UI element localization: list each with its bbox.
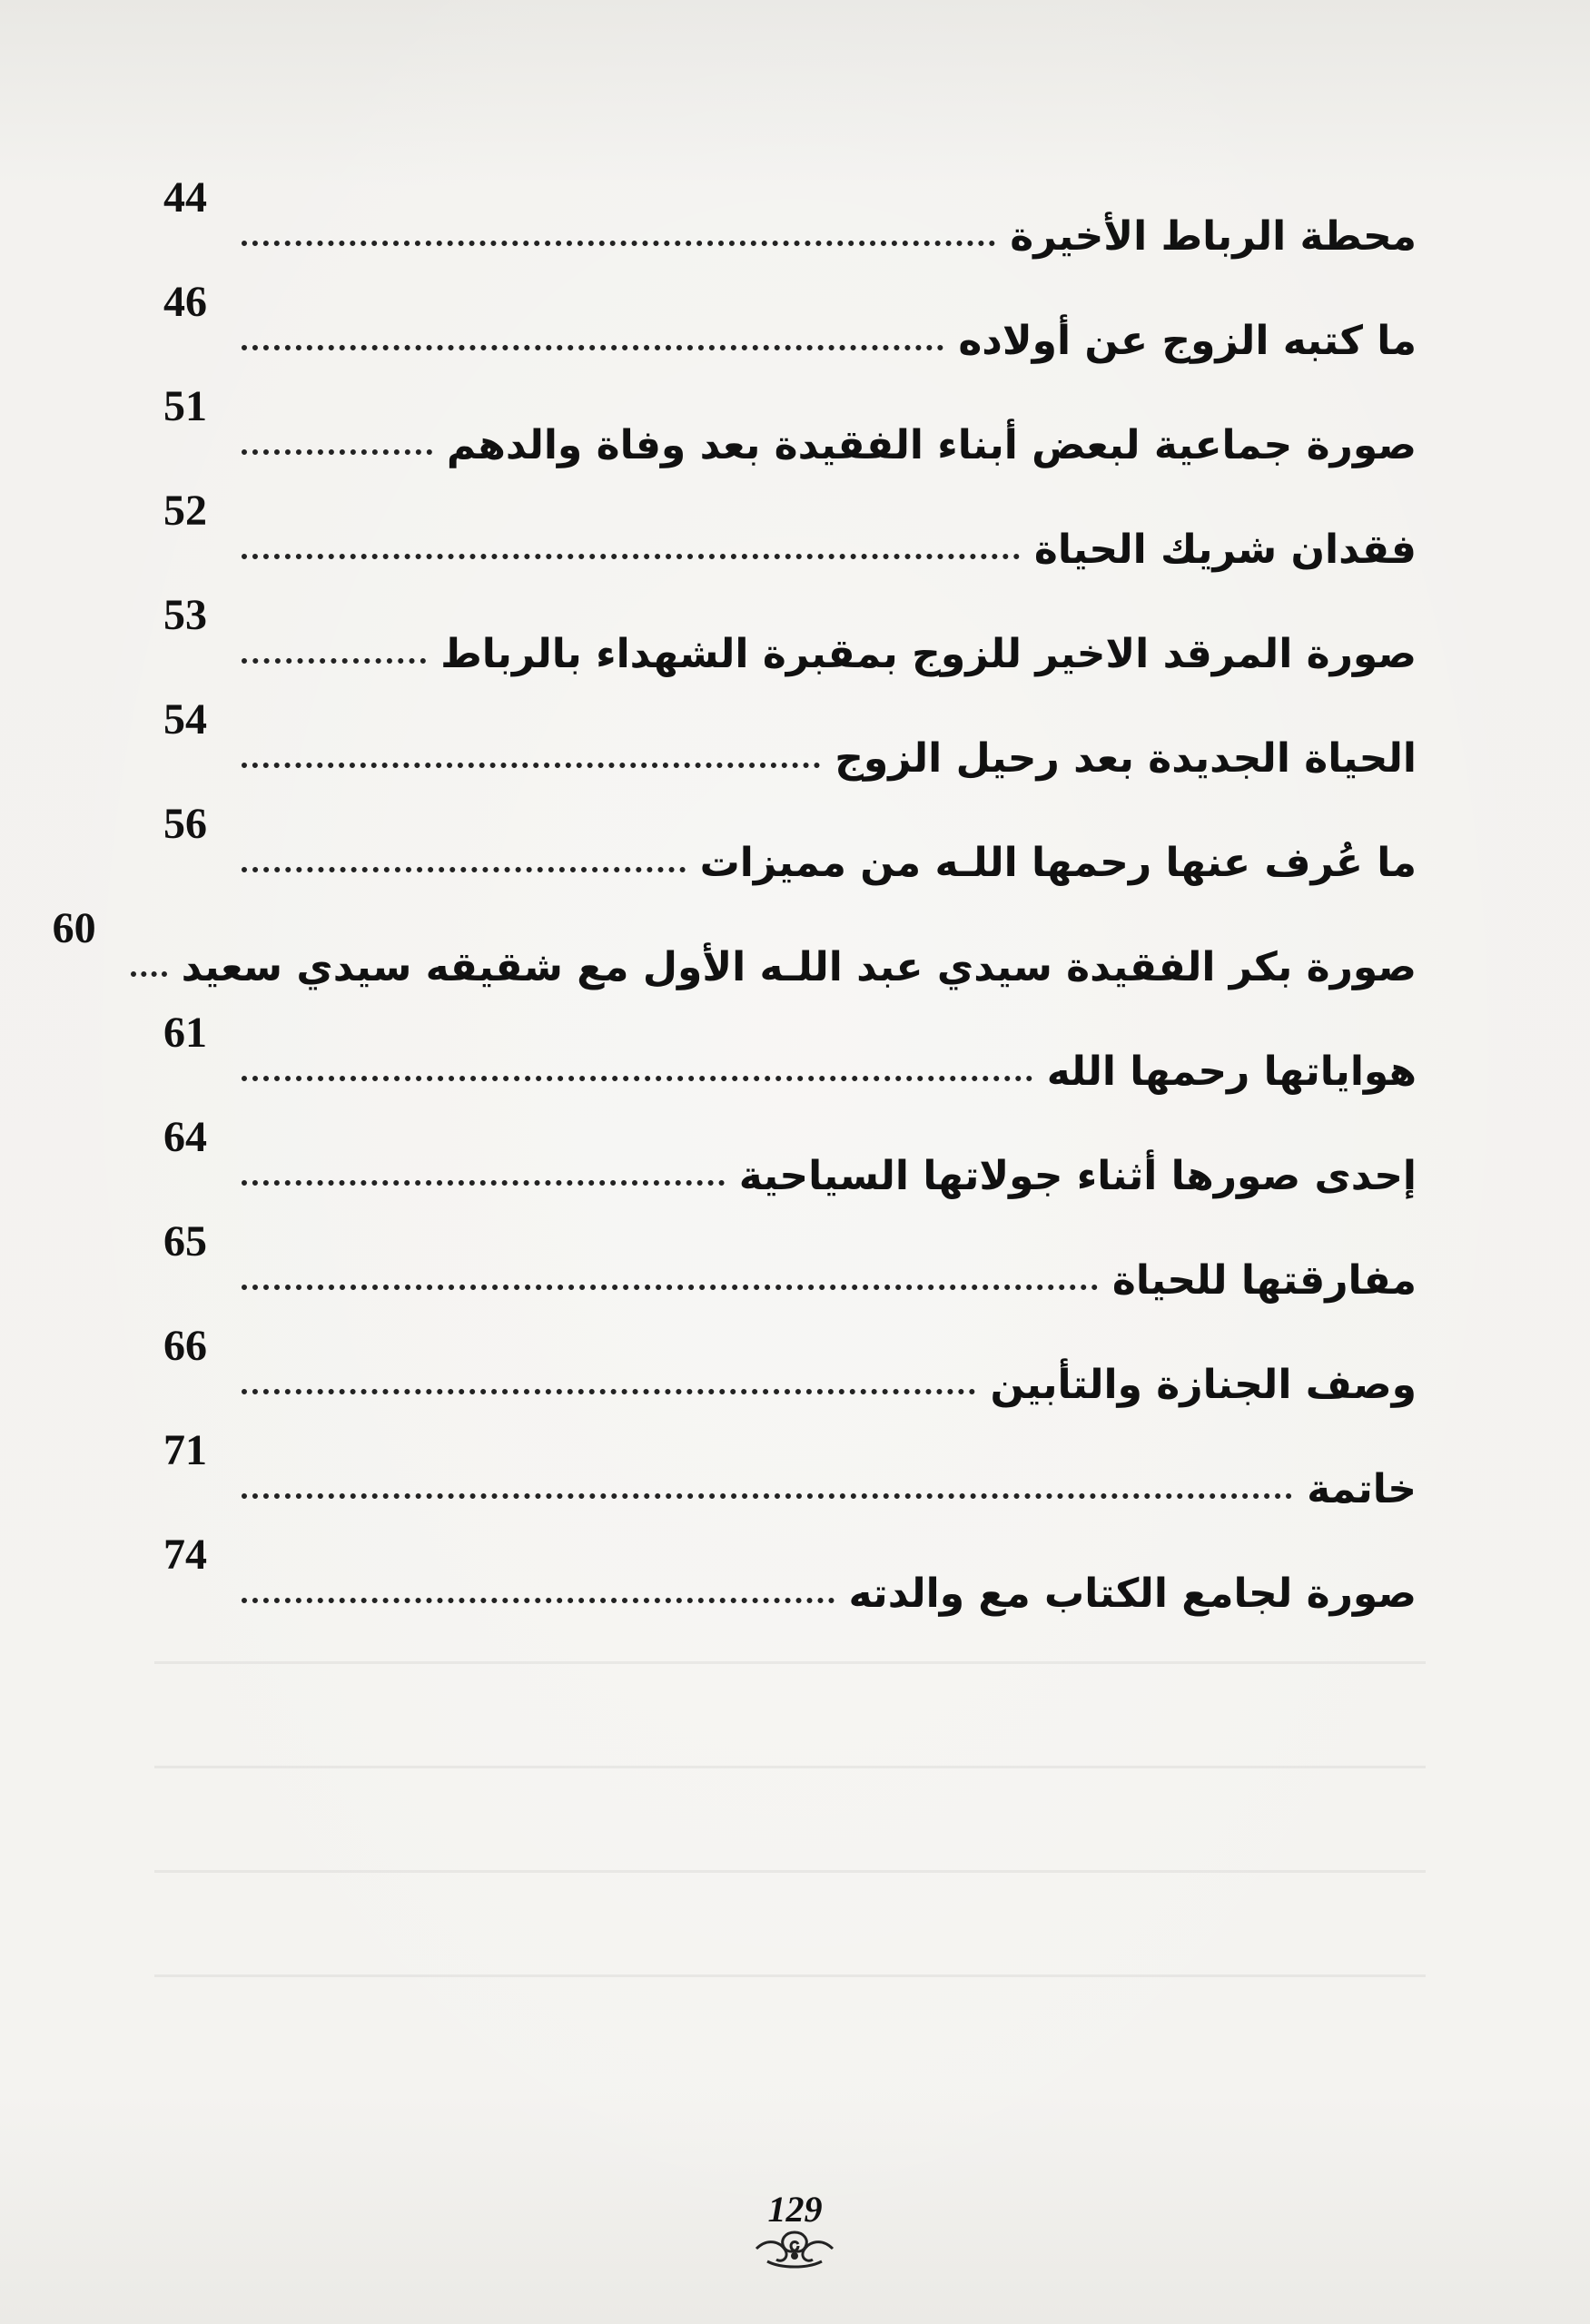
toc-entry-title: صورة جماعية لبعض أبناء الفقيدة بعد وفاة والدهم <box>446 421 1417 468</box>
toc-entry-title: الحياة الجديدة بعد رحيل الزوج <box>835 734 1417 782</box>
toc-entry <box>163 1407 1417 1512</box>
toc-entry <box>163 1198 1417 1303</box>
toc-entry-page: 71 <box>163 1426 207 1474</box>
toc-entry-page: 60 <box>52 904 96 952</box>
toc-entry-title: خاتمة <box>1307 1465 1417 1512</box>
dot-leader <box>242 1598 835 1603</box>
toc-entry <box>163 1303 1417 1407</box>
toc-entry <box>163 781 1417 885</box>
toc-entry <box>163 259 1417 363</box>
toc-entry-title: ما كتبه الزوج عن أولاده <box>958 317 1417 364</box>
dot-leader <box>242 1493 1292 1499</box>
toc-entry-title: مفارقتها للحياة <box>1111 1256 1417 1304</box>
toc-entry-page: 54 <box>163 695 207 743</box>
dot-leader <box>242 241 995 246</box>
toc-entry-title: محطة الرباط الأخيرة <box>1010 212 1417 260</box>
toc-entry-page: 44 <box>163 173 207 222</box>
toc-entry-page: 65 <box>163 1217 207 1265</box>
toc-entry <box>163 676 1417 781</box>
toc-entry-page: 56 <box>163 800 207 848</box>
ornament-icon <box>749 2229 840 2269</box>
dot-leader <box>242 763 820 768</box>
show-through-line <box>154 1974 1426 1977</box>
dot-leader <box>242 1285 1098 1290</box>
show-through-line <box>154 1766 1426 1768</box>
table-of-contents <box>52 154 1417 1617</box>
toc-entry <box>163 1094 1417 1198</box>
show-through-line <box>154 1661 1426 1664</box>
dot-leader <box>242 449 432 455</box>
toc-entry <box>163 1512 1417 1616</box>
dot-leader <box>242 1076 1032 1081</box>
toc-entry-page: 74 <box>163 1531 207 1579</box>
toc-entry <box>52 885 1417 990</box>
toc-entry-page: 52 <box>163 487 207 535</box>
toc-entry <box>163 363 1417 468</box>
page-number: 129 <box>767 2189 823 2230</box>
dot-leader <box>131 971 167 977</box>
toc-entry <box>163 990 1417 1094</box>
toc-entry-page: 61 <box>163 1009 207 1057</box>
dot-leader <box>242 658 426 664</box>
toc-entry <box>163 468 1417 572</box>
toc-entry-title: صورة المرقد الاخير للزوج بمقبرة الشهداء بالرباط <box>440 630 1417 677</box>
toc-entry-page: 53 <box>163 591 207 639</box>
toc-entry-title: وصف الجنازة والتأبين <box>990 1361 1417 1408</box>
toc-entry-title: صورة لجامع الكتاب مع والدته <box>848 1570 1417 1617</box>
toc-entry-title: صورة بكر الفقيدة سيدي عبد اللـه الأول مع شقيقه سيدي سعيد <box>181 943 1417 990</box>
toc-entry <box>163 154 1417 259</box>
toc-entry-title: هواياتها رحمها الله <box>1046 1048 1417 1095</box>
dot-leader <box>242 554 1020 559</box>
toc-entry-page: 64 <box>163 1113 207 1161</box>
toc-entry-title: إحدى صورها أثناء جولاتها السياحية <box>738 1152 1417 1199</box>
dot-leader <box>242 1389 975 1394</box>
toc-entry-title: ما عُرف عنها رحمها اللـه من مميزات <box>699 839 1417 886</box>
dot-leader <box>242 867 686 872</box>
dot-leader <box>242 345 943 350</box>
toc-entry-page: 51 <box>163 382 207 430</box>
toc-entry-page: 46 <box>163 278 207 326</box>
dot-leader <box>242 1180 725 1186</box>
toc-entry-title: فقدان شريك الحياة <box>1033 526 1417 573</box>
show-through-line <box>154 1870 1426 1873</box>
toc-entry <box>163 572 1417 676</box>
toc-entry-page: 66 <box>163 1322 207 1370</box>
